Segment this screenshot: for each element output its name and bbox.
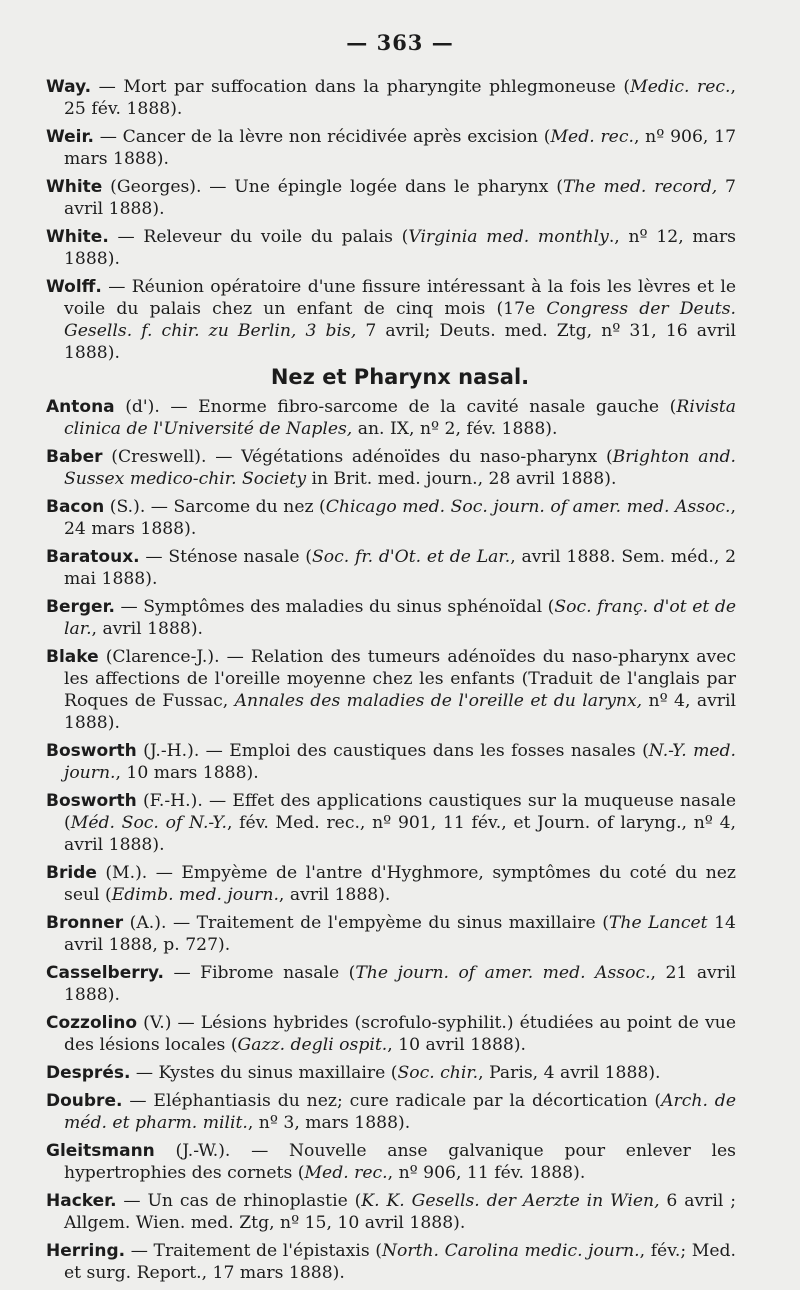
section-title: Nez et Pharynx nasal.	[270, 365, 530, 389]
author-name: Bride	[46, 863, 97, 883]
bibliography-entry: White. — Releveur du voile du palais (Virginia med. monthly., nº 12, mars 1888).	[46, 227, 736, 269]
source-title: Congress der Deuts. Gesells. f. chir. zu Berlin, 3 bis,	[64, 299, 736, 341]
author-name: Antona	[46, 397, 115, 417]
source-title: North. Carolina medic. journ.	[381, 1241, 640, 1261]
author-name: Baratoux.	[46, 547, 140, 567]
author-name: Berger.	[46, 597, 115, 617]
author-name: Bosworth	[46, 741, 137, 761]
source-title: Medic. rec.	[630, 77, 731, 97]
bibliography-entry: Cozzolino (V.) — Lésions hybrides (scrofulo-syphilit.) étudiées au point de vue des lésions locales (Gazz. degli ospit., 10 avril 1888).	[46, 1013, 736, 1055]
bibliography-entry: Hacker. — Un cas de rhinoplastie (K. K. Gesells. der Aerzte in Wien, 6 avril ; Allgem. Wien. med. Ztg, nº 15, 10 avril 1888).	[46, 1191, 737, 1233]
source-title: Rivista clinica de l'Université de Naples,	[64, 397, 736, 439]
bibliography-entry: Herring. — Traitement de l'épistaxis (North. Carolina medic. journ., fév.; Med. et surg. Report., 17 mars 1888).	[46, 1241, 736, 1283]
bibliography-entry: Baber (Creswell). — Végétations adénoïdes du naso-pharynx (Brighton and. Sussex medico-chir. Society in Brit. med. journ., 28 avril 1888).	[46, 447, 736, 489]
author-name: Doubre.	[46, 1091, 123, 1111]
author-name: Herring.	[46, 1241, 126, 1261]
source-title: Virginia med. monthly	[408, 227, 609, 247]
author-name: Way.	[46, 77, 92, 97]
source-title: Soc. chir.	[397, 1063, 479, 1083]
bibliography-entry: Bosworth (J.-H.). — Emploi des caustiques dans les fosses nasales (N.-Y. med. journ., 10 mars 1888).	[46, 741, 737, 783]
bibliography-list-before	[46, 76, 736, 370]
source-title: N.-Y. med. journ.	[64, 741, 737, 783]
author-name: Blake	[46, 647, 99, 667]
author-name: Bacon	[46, 497, 105, 517]
bibliography-entry: Baratoux. — Sténose nasale (Soc. fr. d'Ot. et de Lar., avril 1888. Sem. méd., 2 mai 1888).	[46, 547, 736, 589]
bibliography-entry: Gleitsmann (J.-W.). — Nouvelle anse galvanique pour enlever les hypertrophies des cornets (Med. rec., nº 906, 11 fév. 1888).	[46, 1141, 736, 1183]
bibliography-list-after	[46, 396, 736, 1290]
source-title: Gazz. degli ospit.	[237, 1035, 388, 1055]
bibliography-entry: Blake (Clarence-J.). — Relation des tumeurs adénoïdes du naso-pharynx avec les affections de l'oreille moyenne chez les enfants (Traduit de l'anglais par Roques de Fussac, Annales des maladies de l'oreille et du larynx, nº 4, avril 1888).	[46, 647, 736, 733]
source-title: Chicago med. Soc. journ. of amer. med. Assoc.	[325, 497, 731, 517]
source-title: Med. rec.	[550, 127, 634, 147]
bibliography-entry: Bosworth (F.-H.). — Effet des applications caustiques sur la muqueuse nasale (Méd. Soc. of N.-Y., fév. Med. rec., nº 901, 11 fév., et Journ. of laryng., nº 4, avril 1888).	[46, 791, 736, 855]
author-name: Bosworth	[46, 791, 137, 811]
bibliography-entry: White (Georges). — Une épingle logée dans le pharynx (The med. record, 7 avril 1888).	[46, 177, 736, 219]
author-name: Wolff.	[46, 277, 102, 297]
bibliography-entry: Wolff. — Réunion opératoire d'une fissure intéressant à la fois les lèvres et le voile du palais chez un enfant de cinq mois (17e Congress der Deuts. Gesells. f. chir. zu Berlin, 3 bis, 7 avril; Deuts. med. Ztg, nº 31, 16 avril 1888).	[46, 277, 736, 363]
source-title: The med. record,	[562, 177, 718, 197]
author-name: Gleitsmann	[46, 1141, 155, 1161]
author-name: Weir.	[46, 127, 94, 147]
author-name: Després.	[46, 1063, 131, 1083]
source-title: Annales des maladies de l'oreille et du larynx,	[234, 691, 643, 711]
bibliography-entry: Way. — Mort par suffocation dans la pharyngite phlegmoneuse (Medic. rec., 25 fév. 1888).	[46, 77, 736, 119]
author-name: White	[46, 177, 103, 197]
bibliography-entry: Bride (M.). — Empyème de l'antre d'Hyghmore, symptômes du coté du nez seul (Edimb. med. journ., avril 1888).	[46, 863, 736, 905]
source-title: Arch. de méd. et pharm. milit.	[64, 1091, 736, 1133]
author-name: White.	[46, 227, 109, 247]
source-title: Edimb. med. journ.	[111, 885, 279, 905]
bibliography-entry: Antona (d'). — Enorme fibro-sarcome de la cavité nasale gauche (Rivista clinica de l'Université de Naples, an. IX, nº 2, fév. 1888).	[46, 397, 736, 439]
author-name: Hacker.	[46, 1191, 117, 1211]
source-title: Med. rec.	[304, 1163, 388, 1183]
bibliography-entry: Doubre. — Eléphantiasis du nez; cure radicale par la décortication (Arch. de méd. et pharm. milit., nº 3, mars 1888).	[46, 1091, 736, 1133]
author-name: Bronner	[46, 913, 124, 933]
source-title: The journ. of amer. med. Assoc.	[355, 963, 651, 983]
author-name: Casselberry.	[46, 963, 164, 983]
source-title: Méd. Soc. of N.-Y.	[70, 813, 227, 833]
source-title: Soc. franç. d'ot et de lar.	[64, 597, 736, 639]
author-name: Cozzolino	[46, 1013, 138, 1033]
author-name: Baber	[46, 447, 103, 467]
bibliography-entry: Weir. — Cancer de la lèvre non récidivée après excision (Med. rec., nº 906, 17 mars 1888).	[46, 127, 737, 169]
source-title: Soc. fr. d'Ot. et de Lar.	[311, 547, 511, 567]
bibliography-entry: Bacon (S.). — Sarcome du nez (Chicago med. Soc. journ. of amer. med. Assoc., 24 mars 1888).	[46, 497, 736, 539]
source-title: The Lancet	[608, 913, 708, 933]
source-title: Brighton and. Sussex medico-chir. Society	[64, 447, 736, 489]
source-title: K. K. Gesells. der Aerzte in Wien,	[361, 1191, 660, 1211]
bibliography-entry: Després. — Kystes du sinus maxillaire (Soc. chir., Paris, 4 avril 1888).	[46, 1063, 661, 1083]
bibliography-entry: Bronner (A.). — Traitement de l'empyème du sinus maxillaire (The Lancet 14 avril 1888, p. 727).	[46, 913, 736, 955]
page-number: — 363 —	[346, 30, 454, 55]
bibliography-entry: Berger. — Symptômes des maladies du sinus sphénoïdal (Soc. franç. d'ot et de lar., avril 1888).	[46, 597, 736, 639]
bibliography-entry: Casselberry. — Fibrome nasale (The journ. of amer. med. Assoc., 21 avril 1888).	[46, 963, 736, 1005]
